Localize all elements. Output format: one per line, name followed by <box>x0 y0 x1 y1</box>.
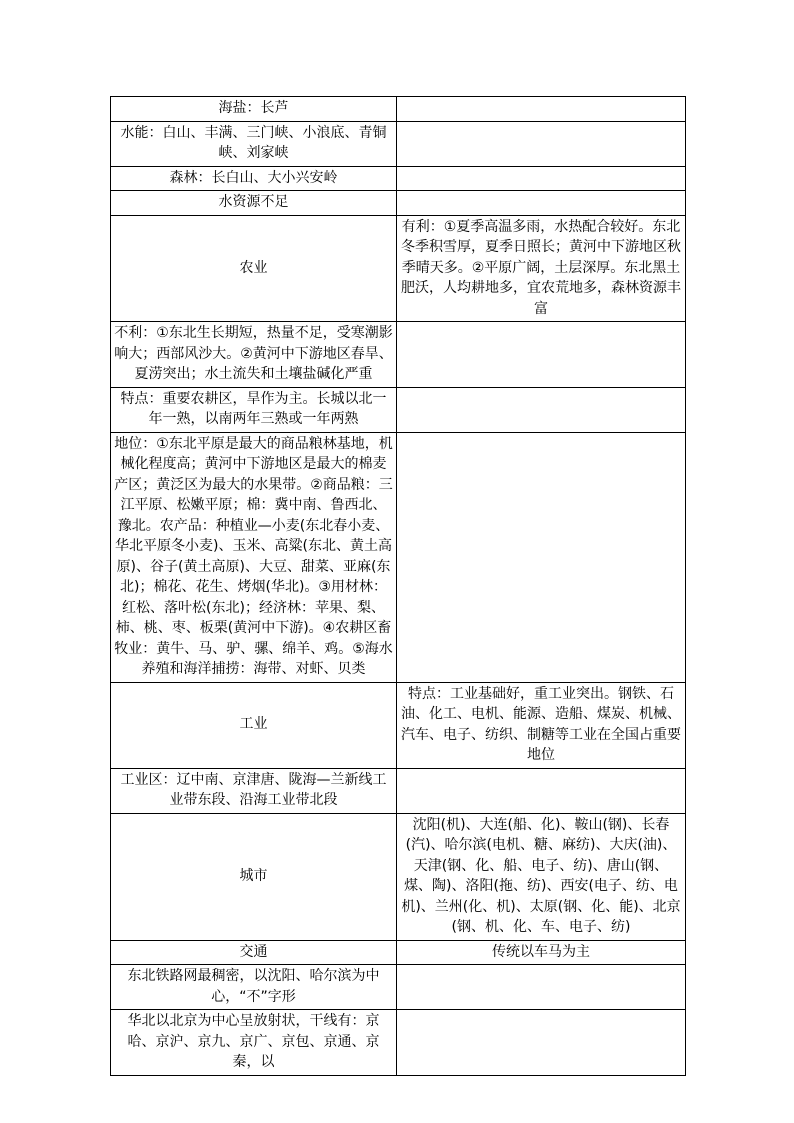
table-cell-right: 传统以车马为主 <box>397 940 686 965</box>
table-cell-right <box>397 97 686 122</box>
table-cell-left: 华北以北京为中心呈放射状，干线有：京哈、京沪、京九、京广、京包、京通、京秦，以 <box>111 1010 397 1076</box>
table-cell-right: 有利：①夏季高温多雨，水热配合较好。东北冬季积雪厚，夏季日照长；黄河中下游地区秋季晴天多。②平原广阔，土层深厚。东北黑土肥沃，人均耕地多，宜农荒地多，森林资源丰富 <box>397 215 686 322</box>
table-cell-right <box>397 768 686 813</box>
table-cell-left: 农业 <box>111 215 397 322</box>
table-row <box>111 682 686 768</box>
table-cell-left: 不利：①东北生长期短，热量不足，受寒潮影响大；西部风沙大。②黄河中下游地区春旱、夏涝突出；水土流失和土壤盐碱化严重 <box>111 322 397 388</box>
table-row <box>111 965 686 1010</box>
table-row <box>111 768 686 813</box>
table-cell-left: 海盐：长芦 <box>111 97 397 122</box>
table-row <box>111 432 686 682</box>
table-cell-left: 工业区：辽中南、京津唐、陇海—兰新线工业带东段、沿海工业带北段 <box>111 768 397 813</box>
table-cell-right: 沈阳(机)、大连(船、化)、鞍山(钢)、长春(汽)、哈尔滨(电机、糖、麻纺)、大庆(油)、天津(钢、化、船、电子、纺)、唐山(钢、煤、陶)、洛阳(拖、纺)、西安(电子、纺、电机)、兰州(化、机)、太原(钢、化、能)、北京(钢、机、化、车、电子、纺) <box>397 813 686 940</box>
table-cell-right <box>397 1010 686 1076</box>
table-row <box>111 813 686 940</box>
table-cell-left: 交通 <box>111 940 397 965</box>
table-row <box>111 1010 686 1076</box>
table-row <box>111 97 686 122</box>
table-cell-left: 城市 <box>111 813 397 940</box>
table-cell-left: 水能：白山、丰满、三门峡、小浪底、青铜峡、刘家峡 <box>111 121 397 166</box>
table-cell-right <box>397 322 686 388</box>
table-cell-right <box>397 191 686 216</box>
table-row <box>111 215 686 322</box>
table-cell-right <box>397 387 686 432</box>
table-cell-left: 森林：长白山、大小兴安岭 <box>111 166 397 191</box>
table-cell-right <box>397 965 686 1010</box>
table-cell-left: 特点：重要农耕区，旱作为主。长城以北一年一熟，以南两年三熟或一年两熟 <box>111 387 397 432</box>
table-row <box>111 166 686 191</box>
table-cell-left: 地位：①东北平原是最大的商品粮林基地，机械化程度高；黄河中下游地区是最大的棉麦产区；黄泛区为最大的水果带。②商品粮：三江平原、松嫩平原；棉：冀中南、鲁西北、豫北。农产品：种植业—小麦(东北春小麦、华北平原冬小麦)、玉米、高粱(东北、黄土高原)、谷子(黄土高原)、大豆、甜菜、亚麻(东北)；棉花、花生、烤烟(华北)。③用材林：红松、落叶松(东北)；经济林：苹果、梨、柿、桃、枣、板栗(黄河中下游)。④农耕区畜牧业：黄牛、马、驴、骡、绵羊、鸡。⑤海水养殖和海洋捕捞：海带、对虾、贝类 <box>111 432 397 682</box>
table-row <box>111 322 686 388</box>
table-row <box>111 940 686 965</box>
table-cell-left: 东北铁路网最稠密，以沈阳、哈尔滨为中心，“不”字形 <box>111 965 397 1010</box>
table-cell-right <box>397 432 686 682</box>
table-row <box>111 191 686 216</box>
table-cell-right <box>397 166 686 191</box>
table-row <box>111 121 686 166</box>
table-cell-right <box>397 121 686 166</box>
geography-table <box>110 96 686 1076</box>
table-cell-left: 水资源不足 <box>111 191 397 216</box>
table-cell-left: 工业 <box>111 682 397 768</box>
table-row <box>111 387 686 432</box>
table-cell-right: 特点：工业基础好，重工业突出。钢铁、石油、化工、电机、能源、造船、煤炭、机械、汽车、电子、纺织、制糖等工业在全国占重要地位 <box>397 682 686 768</box>
